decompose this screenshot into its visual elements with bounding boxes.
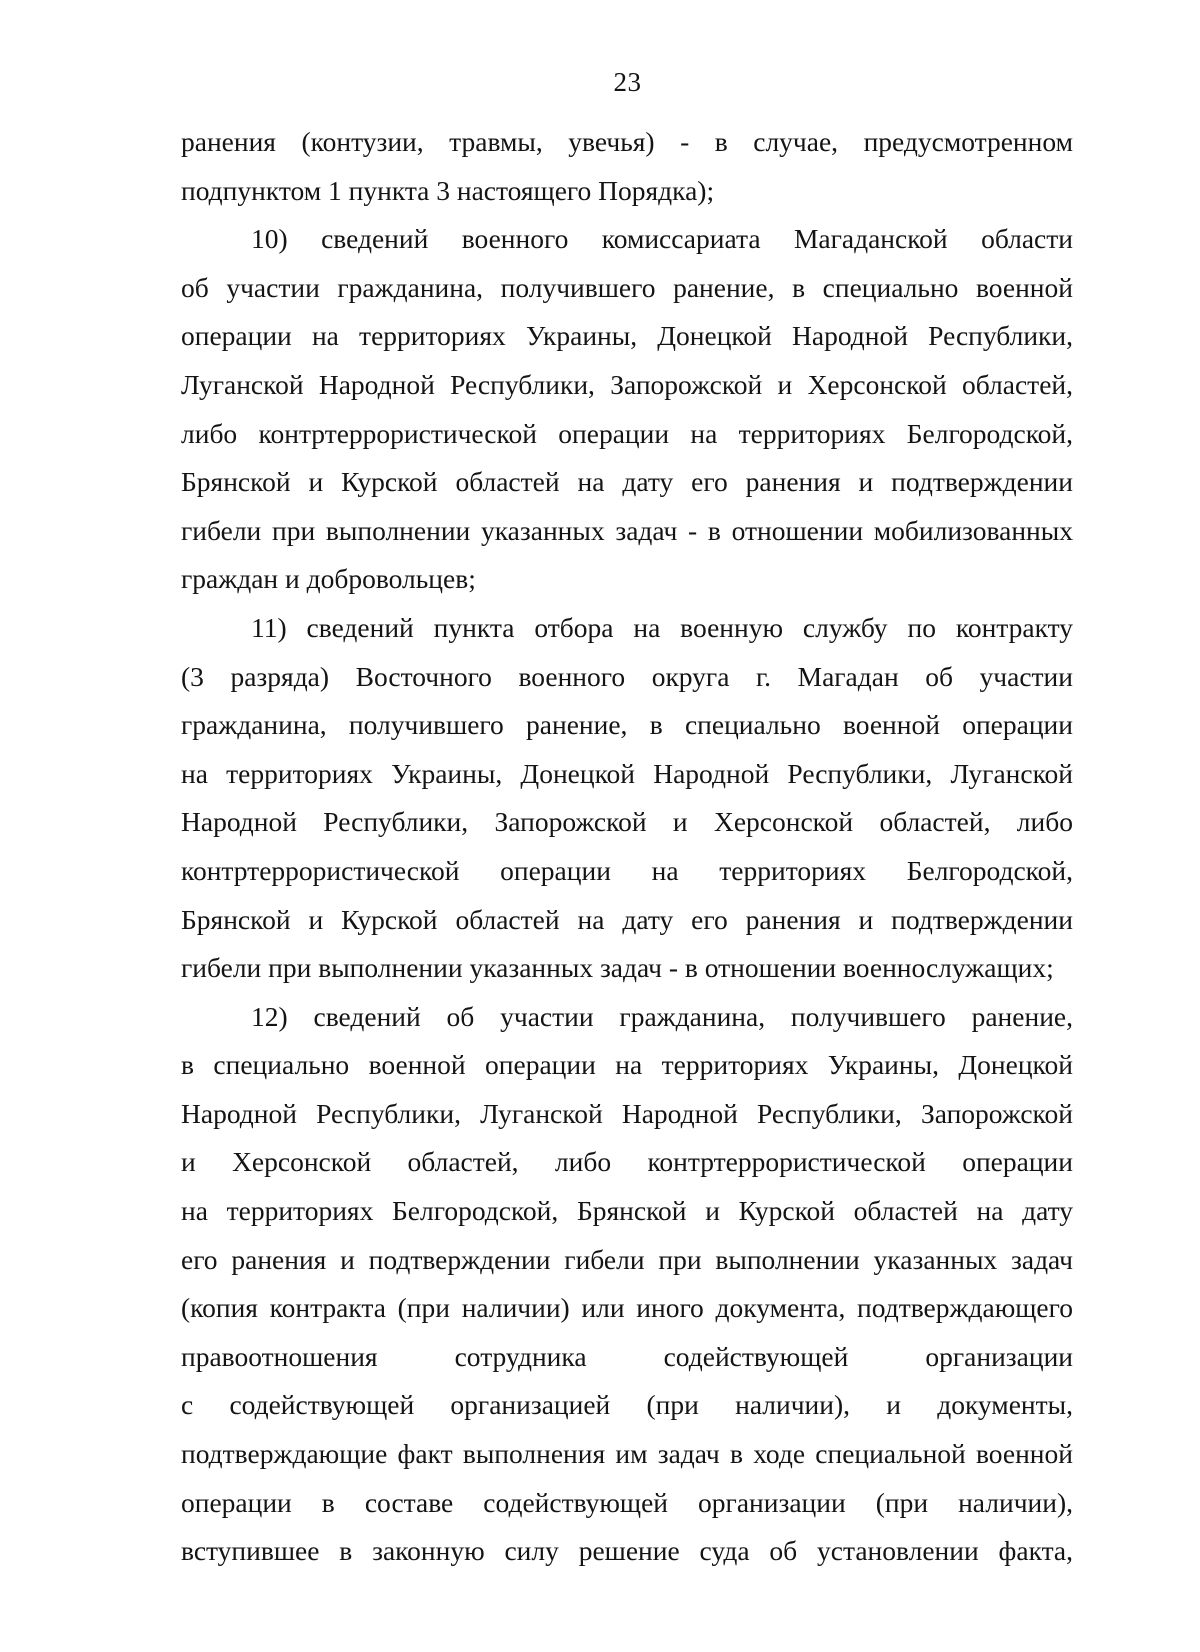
text-line: на территориях Украины, Донецкой Народной Республики, Луганской [181, 757, 1073, 789]
text-line: граждан и добровольцев; [181, 563, 476, 595]
text-line: операции на территориях Украины, Донецкой Народной Республики, [181, 320, 1073, 352]
text-line: в специально военной операции на территориях Украины, Донецкой [181, 1049, 1073, 1081]
text-line: (3 разряда) Восточного военного округа г. Магадан об участии [181, 660, 1073, 692]
text-line: гибели при выполнении указанных задач - в отношении мобилизованных [181, 514, 1073, 546]
paragraph-10-first-line: 10) сведений военного комиссариата Магаданской области [251, 223, 1073, 255]
text-line: с содействующей организацией (при наличии), и документы, [181, 1389, 1073, 1421]
text-line: подпунктом 1 пункта 3 настоящего Порядка); [181, 174, 715, 206]
text-line: Луганской Народной Республики, Запорожской и Херсонской областей, [181, 368, 1073, 400]
text-line: и Херсонской областей, либо контртеррористической операции [181, 1146, 1073, 1178]
text-line: ранения (контузии, травмы, увечья) - в случае, предусмотренном [181, 126, 1073, 157]
text-line: об участии гражданина, получившего ранение, в специально военной [181, 271, 1073, 303]
text-line: вступившее в законную силу решение суда об установлении факта, [181, 1535, 1073, 1567]
text-line: операции в составе содействующей организации (при наличии), [181, 1486, 1073, 1518]
text-line: (копия контракта (при наличии) или иного документа, подтверждающего [181, 1292, 1073, 1324]
text-line: гражданина, получившего ранение, в специально военной операции [181, 709, 1073, 741]
text-line: контртеррористической операции на территориях Белгородской, [181, 854, 1073, 886]
text-line: Народной Республики, Луганской Народной Республики, Запорожской [181, 1097, 1073, 1129]
text-line: Народной Республики, Запорожской и Херсонской областей, либо [181, 806, 1073, 838]
paragraph-12-first-line: 12) сведений об участии гражданина, получившего ранение, [251, 1000, 1073, 1032]
text-line: либо контртеррористической операции на территориях Белгородской, [181, 417, 1073, 449]
text-line: его ранения и подтверждении гибели при выполнении указанных задач [181, 1243, 1073, 1275]
text-line: подтверждающие факт выполнения им задач в ходе специальной военной [181, 1438, 1073, 1470]
text-line: правоотношения сотрудника содействующей организации [181, 1340, 1073, 1372]
text-line: Брянской и Курской областей на дату его ранения и подтверждении [181, 903, 1073, 935]
text-line: на территориях Белгородской, Брянской и Курской областей на дату [181, 1195, 1073, 1227]
text-line: Брянской и Курской областей на дату его ранения и подтверждении [181, 466, 1073, 498]
text-line: гибели при выполнении указанных задач - в отношении военнослужащих; [181, 952, 1054, 984]
paragraph-11-first-line: 11) сведений пункта отбора на военную службу по контракту [251, 611, 1073, 643]
document-body [181, 118, 1073, 1576]
page-number: 23 [613, 67, 642, 97]
